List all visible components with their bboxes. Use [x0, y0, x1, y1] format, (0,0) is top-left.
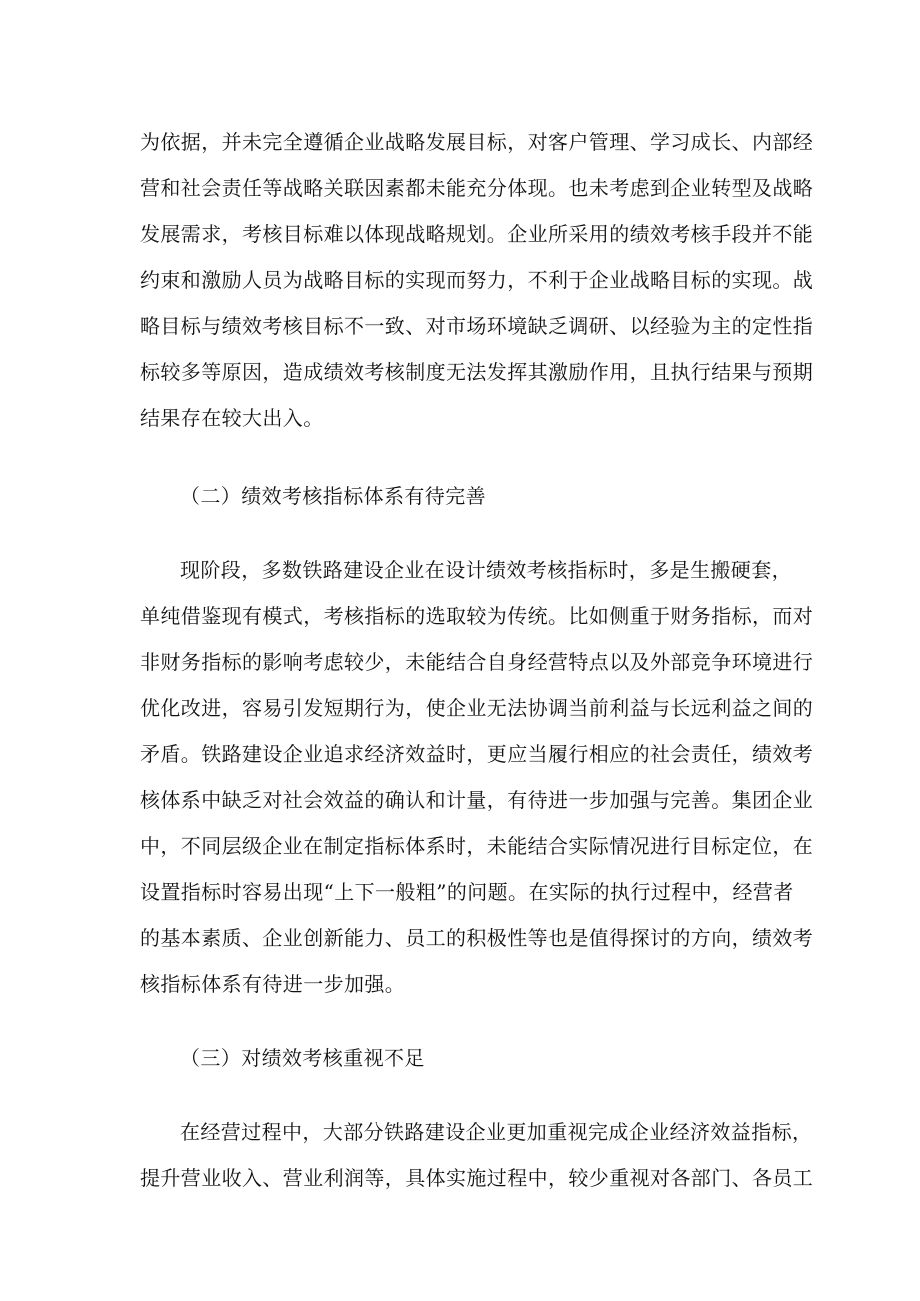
- paragraph-2-line-5: 矛盾。铁路建设企业追求经济效益时，更应当履行相应的社会责任，绩效考: [140, 742, 814, 766]
- paragraph-1-line-1: 为依据，并未完全遵循企业战略发展目标，对客户管理、学习成长、内部经: [140, 130, 814, 154]
- paragraph-2-line-7: 中，不同层级企业在制定指标体系时，未能结合实际情况进行目标定位，在: [140, 834, 814, 858]
- paragraph-2-line-10: 核指标体系有待进一步加强。: [140, 972, 406, 996]
- paragraph-2-line-3: 非财务指标的影响考虑较少，未能结合自身经营特点以及外部竞争环境进行: [140, 650, 814, 674]
- section-heading-3: （三）对绩效考核重视不足: [180, 1046, 425, 1070]
- paragraph-1-line-2: 营和社会责任等战略关联因素都未能充分体现。也未考虑到企业转型及战略: [140, 176, 814, 200]
- paragraph-3-line-2: 提升营业收入、营业利润等，具体实施过程中，较少重视对各部门、各员工: [140, 1166, 814, 1190]
- paragraph-2-line-4: 优化改进，容易引发短期行为，使企业无法协调当前利益与长远利益之间的: [140, 696, 814, 720]
- paragraph-2-line-8: 设置指标时容易出现“上下一般粗”的问题。在实际的执行过程中，经营者: [140, 880, 794, 904]
- paragraph-2-line-1: 现阶段，多数铁路建设企业在设计绩效考核指标时，多是生搬硬套，: [180, 558, 792, 582]
- paragraph-3-line-1: 在经营过程中，大部分铁路建设企业更加重视完成企业经济效益指标，: [180, 1120, 813, 1144]
- paragraph-2-line-9: 的基本素质、企业创新能力、员工的积极性等也是值得探讨的方向，绩效考: [140, 926, 814, 950]
- section-heading-2: （二）绩效考核指标体系有待完善: [180, 484, 486, 508]
- paragraph-1-line-7: 结果存在较大出入。: [140, 406, 324, 430]
- paragraph-1-line-5: 略目标与绩效考核目标不一致、对市场环境缺乏调研、以经验为主的定性指: [140, 314, 814, 338]
- paragraph-1-line-4: 约束和激励人员为战略目标的实现而努力，不利于企业战略目标的实现。战: [140, 268, 814, 292]
- paragraph-2-line-2: 单纯借鉴现有模式，考核指标的选取较为传统。比如侧重于财务指标，而对: [140, 604, 814, 628]
- paragraph-2-line-6: 核体系中缺乏对社会效益的确认和计量，有待进一步加强与完善。集团企业: [140, 788, 814, 812]
- paragraph-1-line-3: 发展需求，考核目标难以体现战略规划。企业所采用的绩效考核手段并不能: [140, 222, 814, 246]
- paragraph-1-line-6: 标较多等原因，造成绩效考核制度无法发挥其激励作用，且执行结果与预期: [140, 360, 814, 384]
